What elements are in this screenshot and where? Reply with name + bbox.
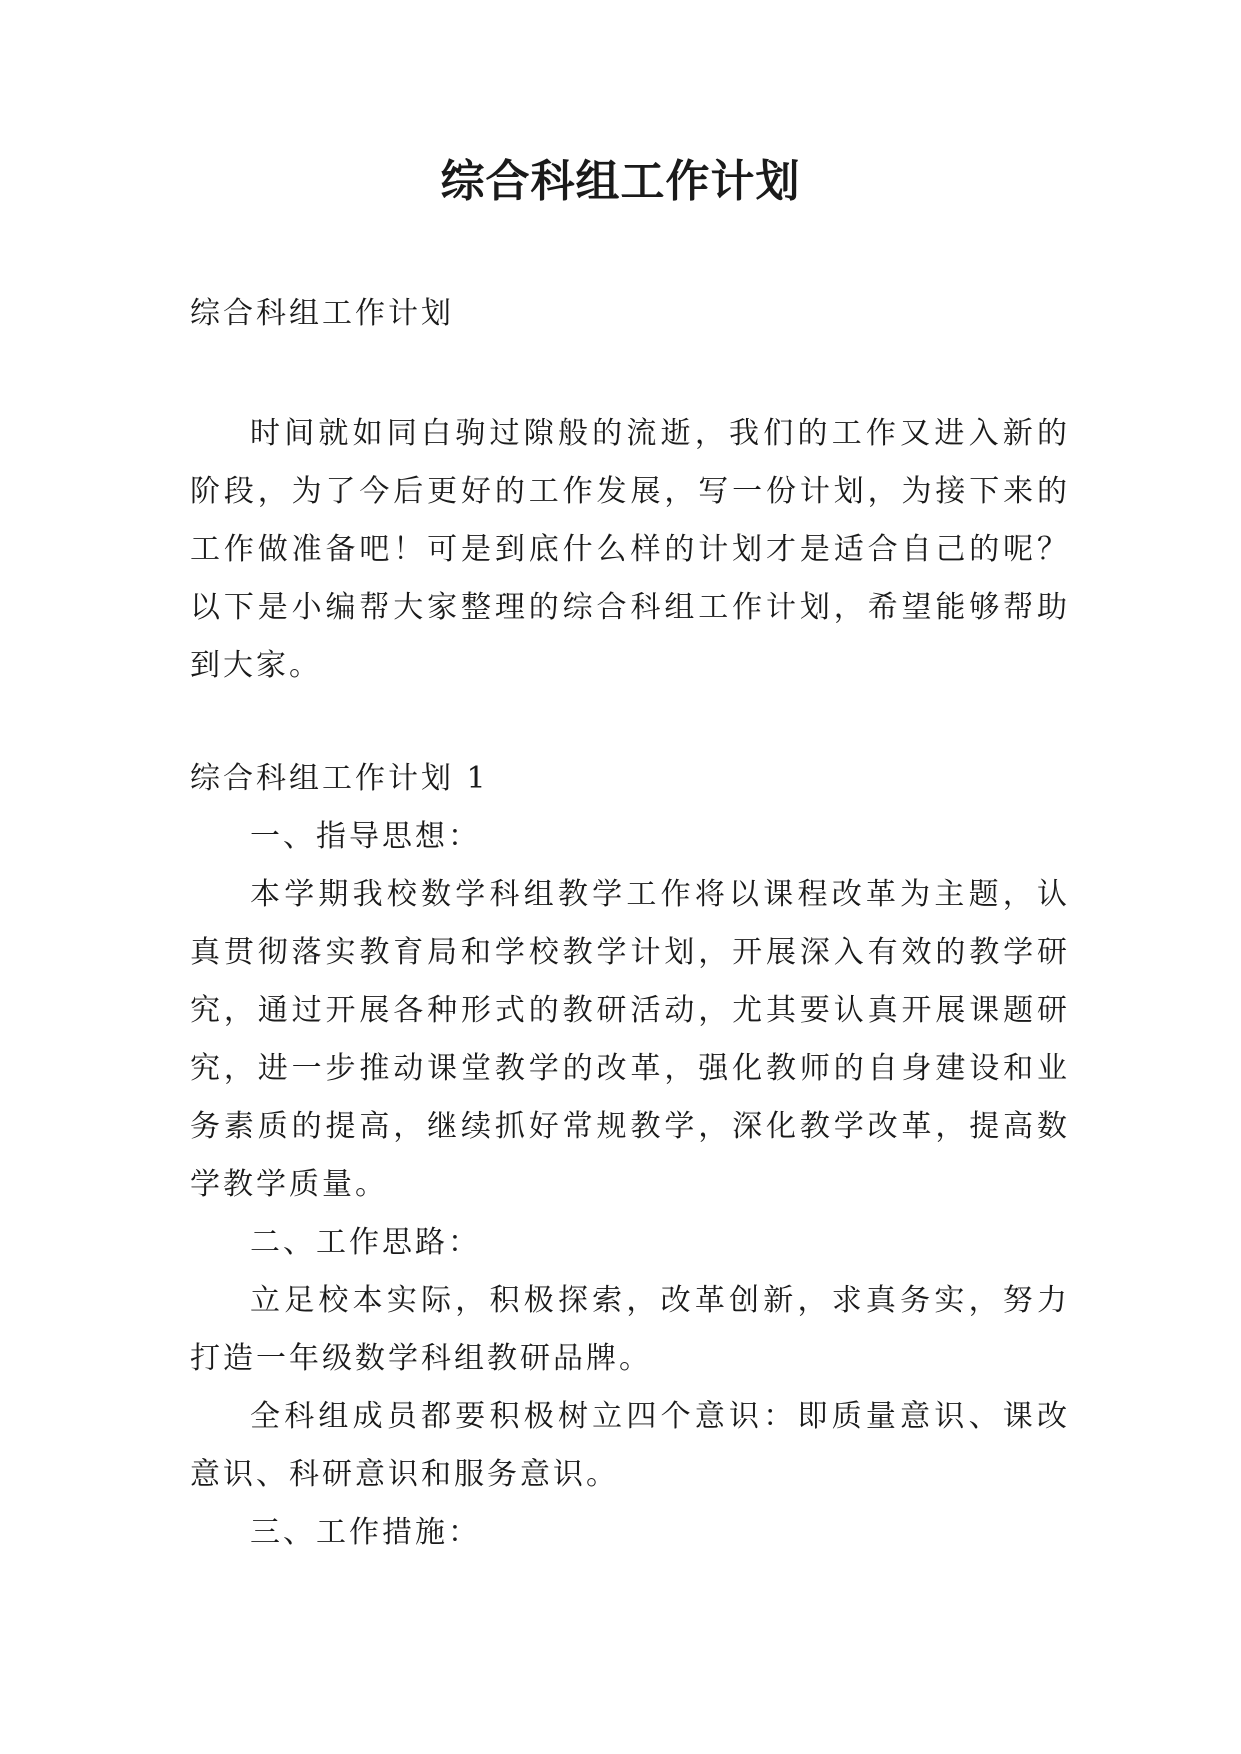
intro-paragraph: 时间就如同白驹过隙般的流逝，我们的工作又进入新的阶段，为了今后更好的工作发展，写一份计划，为接下来的工作做准备吧！可是到底什么样的计划才是适合自己的呢？以下是小编帮大家整理的综合科组工作计划，希望能够帮助到大家。 [190,416,1070,683]
intro-section [190,405,1070,695]
paragraph-guiding-thought: 本学期我校数学科组教学工作将以课程改革为主题，认真贯彻落实教育局和学校教学计划，开展深入有效的教学研究，通过开展各种形式的教研活动，尤其要认真开展课题研究，进一步推动课堂教学的改革，强化教师的自身建设和业务素质的提高，继续抓好常规教学，深化教学改革，提高数学教学质量。 [190,877,1070,1202]
plan-section [190,750,1070,1562]
heading-work-approach: 二、工作思路： [250,1225,481,1260]
section-title: 综合科组工作计划 1 [190,761,489,796]
document-subtitle [190,285,1070,343]
paragraph-four-awareness: 全科组成员都要积极树立四个意识：即质量意识、课改意识、科研意识和服务意识。 [190,1399,1070,1492]
subtitle-text: 综合科组工作计划 [190,296,454,331]
paragraph-work-approach: 立足校本实际，积极探索，改革创新，求真务实，努力打造一年级数学科组教研品牌。 [190,1283,1070,1376]
document-title: 综合科组工作计划 [440,156,801,207]
heading-guiding-thought: 一、指导思想： [250,819,481,854]
heading-work-measures: 三、工作措施： [250,1515,481,1550]
